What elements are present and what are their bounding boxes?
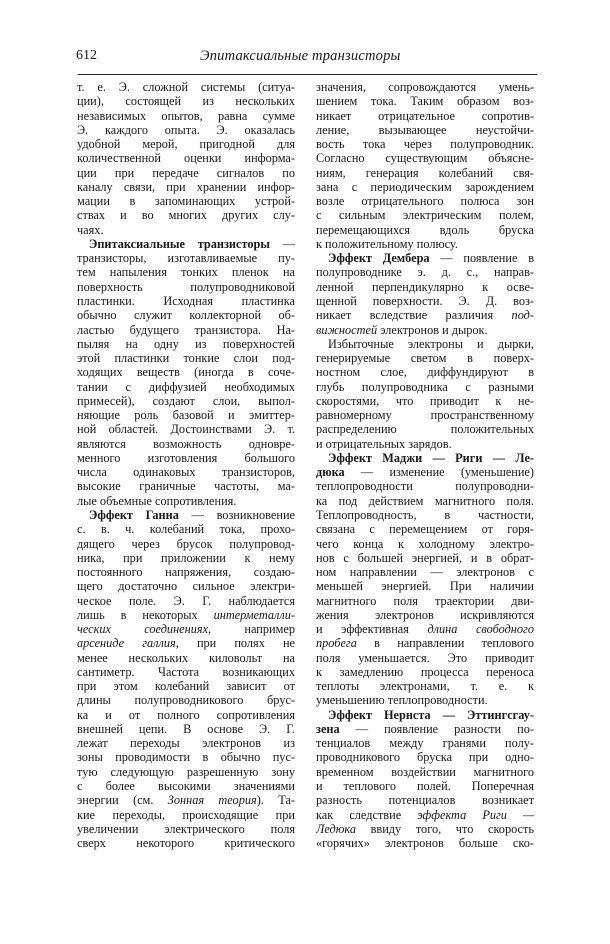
text-segment: Теплопроводность, в частности, [316,507,534,522]
term-heading: Эпитаксиальные транзисторы [89,236,270,251]
text-segment: лые объемные сопротивления. [77,493,237,508]
text-line [316,294,534,308]
text-segment: как следствие [316,807,418,822]
text-line [77,280,295,294]
text-segment: чаях. [77,222,104,237]
text-line [77,579,295,593]
text-line [316,537,534,551]
text-segment: связана с перемещением от горя- [316,522,534,537]
text-line [77,836,295,850]
text-segment: Избыточные электроны и дырки, [328,336,534,351]
text-line [77,765,295,779]
text-segment: ка и от полного сопротивления [77,707,295,722]
text-line [316,494,534,508]
text-segment: длины полупроводникового брус- [77,693,295,708]
text-segment: например [211,622,295,637]
text-segment: поля уменьшается. Это приводит [316,650,534,665]
text-line [77,679,295,693]
text-line [77,651,295,665]
text-segment: — возникновение [178,507,295,522]
text-line [77,351,295,365]
text-segment: количественной оценки информа- [77,151,295,166]
text-line [77,437,295,451]
text-segment: ввиду того, что скорость [355,821,534,836]
text-line [77,808,295,822]
text-segment: генерируемые светом в поверх- [316,351,534,366]
text-segment: высокие граничные частоты, ма- [77,479,295,494]
term-heading: Эффект Ганна [89,507,179,522]
text-segment: ка под действием магнитного поля. [316,493,534,508]
text-segment: щенной поверхности. Э. Д. воз- [316,293,534,308]
text-line [316,793,534,807]
page-number: 612 [76,48,97,63]
text-segment: магнитного поля траектории дви- [316,593,534,608]
text-segment: перемещающихся вдоль бруска [316,222,534,237]
italic-reference: Ледюка [316,821,356,836]
text-line [77,665,295,679]
text-segment: скоростями, что приводит к не- [316,393,534,408]
text-segment: щего достаточно сильное электри- [77,579,295,594]
text-segment: Э. каждого опыта. Э. оказалась [77,122,295,137]
text-line [77,323,295,337]
text-line [316,722,534,736]
text-line [316,123,534,137]
text-segment: к замедлению процесса переноса [316,664,534,679]
text-line [77,123,295,137]
text-line [77,80,295,94]
text-line [316,323,534,337]
text-line [77,608,295,622]
text-line [316,394,534,408]
text-segment: значения, сопровождаются умень- [316,80,534,94]
text-line [316,622,534,636]
text-segment: и теплового полей. Поперечная [316,779,534,794]
text-segment: жения электронов искривляются [316,607,534,622]
text-line [316,265,534,279]
text-segment: ниям, генерация колебаний свя- [316,165,534,180]
text-line [77,208,295,222]
text-line [316,280,534,294]
text-segment: нов с большей энергией, и в обрат- [316,550,534,565]
text-segment: тем напыления тонких пленок на [77,265,295,280]
text-line [77,308,295,322]
term-heading: Эффект Нернста — Эттингсгау- [328,707,534,722]
text-segment: ствах и во многих других слу- [77,208,295,223]
text-line [316,579,534,593]
text-line [316,750,534,764]
text-segment: к положительному полюсу. [316,236,458,251]
text-line [316,380,534,394]
text-segment: тании с диффузией необходимых [77,379,295,394]
text-segment: ной областей. Достоинствами Э. т. [77,422,295,437]
text-segment: уменьшению теплопроводности. [316,693,488,708]
italic-reference: Зонная теория [167,793,257,808]
header-rule [78,74,537,75]
text-line [316,636,534,650]
text-segment: постоянного напряжения, создаю- [77,565,295,580]
text-segment: — появление разности по- [339,721,534,736]
italic-reference: пробега [316,636,357,651]
text-line [316,693,534,707]
text-line [77,422,295,436]
text-segment: при этом колебаний зависит от [77,679,295,694]
text-segment: ческое поле. Э. Г. наблюдается [77,593,295,608]
text-line [316,422,534,436]
text-line [316,679,534,693]
text-line [77,779,295,793]
text-line [316,223,534,237]
text-line [316,736,534,750]
text-segment: энергии (см. [77,793,168,808]
text-line [77,365,295,379]
text-segment: лишь в некоторых [77,607,214,622]
text-line [77,750,295,764]
text-segment: глубь полупроводника с разными [316,379,534,394]
text-line [77,522,295,536]
italic-reference: интерметалли- [213,607,295,622]
text-line [77,508,295,522]
text-segment: при полях не [178,636,295,651]
text-line [316,151,534,165]
text-line [77,294,295,308]
text-segment: проводникового бруска при одно- [316,750,534,765]
text-segment: полупроводнике э. д. с., направ- [316,265,534,280]
text-segment: сантиметр. Частота возникающих [77,664,295,679]
text-segment: сверх некоторого критического [77,836,295,851]
text-segment: ника, при приложении к нему [77,550,295,565]
text-line [316,822,534,836]
text-line [316,651,534,665]
text-line [316,551,534,565]
text-line [77,594,295,608]
text-line [316,180,534,194]
text-line [77,622,295,636]
text-segment: и эффективная [316,622,428,637]
text-line [316,508,534,522]
italic-reference: вижностей [316,322,378,337]
text-line [77,537,295,551]
text-segment: этой пластинки тонкие слои под- [77,351,295,366]
text-segment: распределению положительных [316,422,534,437]
text-line [77,408,295,422]
text-line [77,109,295,123]
text-segment: с более высокими значениями [77,779,295,794]
text-line [316,109,534,123]
text-segment: примесей), создают слои, выпол- [77,393,295,408]
text-segment: вость тока через полупроводник. [316,137,534,152]
text-segment: меньшей энергией. При наличии [316,579,534,594]
text-line [77,451,295,465]
text-segment: — появление в [429,251,534,266]
text-line [316,708,534,722]
text-segment: ление, вызывающее неустойчи- [316,122,534,137]
text-segment: равномерному пространственному [316,408,534,423]
text-segment: ластью будущего транзистора. На- [77,322,295,337]
text-line [77,380,295,394]
left-column [77,80,295,850]
text-segment: тую следующую разрешенную зону [77,764,295,779]
running-title: Эпитаксиальные транзисторы [200,48,401,64]
text-segment: теплоты электронами, т. е. к [316,679,534,694]
text-segment: няющие роль базовой и эмиттер- [77,408,295,423]
text-line [77,194,295,208]
term-heading: зена [316,721,340,736]
text-line [316,665,534,679]
text-segment: кие переходы, происходящие при [77,807,295,822]
text-segment: т. е. Э. сложной системы (ситуа- [77,80,295,94]
text-line [77,180,295,194]
text-segment: поверхность полупроводниковой [77,279,295,294]
text-segment: и отрицательных зарядов. [316,436,452,451]
text-line [316,836,534,850]
text-segment: удобной мерой, пригодной для [77,137,295,152]
text-line [77,693,295,707]
text-segment: чего конца к холодному электро- [316,536,534,551]
text-segment: с. в. ч. колебаний тока, прохо- [77,522,295,537]
text-segment: разность потенциалов возникает [316,793,534,808]
text-line [77,337,295,351]
text-segment: менного изготовления большого [77,450,295,465]
text-line [77,237,295,251]
text-segment: никает отрицательное сопротив- [316,108,534,123]
text-line [316,208,534,222]
text-line [77,137,295,151]
text-segment: — [269,236,295,251]
text-line [316,166,534,180]
text-line [316,137,534,151]
text-segment: ходящих веществ (иногда в соче- [77,365,295,380]
text-segment: зана с периодическим зарождением [316,179,534,194]
right-column [316,80,534,850]
text-segment: электронов и дырок. [377,322,488,337]
text-line [77,94,295,108]
text-segment: ленной перпендикулярно к осве- [316,279,534,294]
text-line [77,166,295,180]
text-line [77,822,295,836]
text-segment: каналу связи, при хранении инфор- [77,179,295,194]
text-line [77,551,295,565]
text-line [77,223,295,237]
text-segment: числа одинаковых транзисторов, [77,465,295,480]
text-segment: теплопроводности полупроводни- [316,479,534,494]
text-segment: внешней цепи. В основе Э. Г. [77,721,295,736]
text-segment: мации в запоминающих устрой- [77,194,295,209]
text-segment: «горячих» электронов больше ско- [316,836,534,851]
text-line [316,465,534,479]
italic-reference: длина свободного [427,622,534,637]
text-line [77,736,295,750]
italic-reference: ческих соединениях, [77,622,212,637]
text-line [316,779,534,793]
text-line [316,251,534,265]
text-line [77,565,295,579]
text-line [77,465,295,479]
text-segment: лежат переходы электронов из [77,736,295,751]
text-segment: зоны проводимости в обычно пус- [77,750,295,765]
text-line [316,565,534,579]
term-heading: Эффект Дембера [328,251,430,266]
text-segment: шением тока. Таким образом воз- [316,94,534,109]
text-line [316,337,534,351]
text-segment: пыляя на одну из поверхностей [77,336,295,351]
text-line [316,522,534,536]
text-segment: временном воздействии магнитного [316,764,534,779]
text-line [77,636,295,650]
text-segment: ). Та- [256,793,295,808]
text-segment: возле отрицательного полюса зон [316,194,534,209]
text-line [316,194,534,208]
text-segment: ном направлении — электронов с [316,565,534,580]
text-segment: увеличении электрического поля [77,821,295,836]
text-segment: ции), состоящей из нескольких [77,94,295,109]
text-segment: в направлении теплового [356,636,534,651]
text-line [316,437,534,451]
text-segment: обычно служит коллекторной об- [77,308,295,323]
text-segment: — изменение (уменьшение) [344,465,534,480]
text-segment: никает вследствие различия [316,308,512,323]
text-line [316,351,534,365]
text-line [77,394,295,408]
italic-reference: эффекта Риги — [417,807,534,822]
text-line [77,722,295,736]
text-line [316,479,534,493]
text-line [77,265,295,279]
text-segment: пластинки. Исходная пластинка [77,293,295,308]
text-segment: транзисторы, изготавливаемые пу- [77,251,295,266]
text-line [316,765,534,779]
text-segment: тенциалов между гранями полу- [316,736,534,751]
text-segment: дящего через брусок полупровод- [77,536,295,551]
text-line [77,793,295,807]
text-line [316,451,534,465]
text-line [316,365,534,379]
text-segment: ции при передаче сигналов по [77,165,295,180]
text-segment: Согласно существующим объясне- [316,151,534,166]
italic-reference: арсениде галлия, [77,636,179,651]
text-line [77,479,295,493]
italic-reference: под- [511,308,534,323]
text-line [316,80,534,94]
text-line [77,151,295,165]
text-line [77,494,295,508]
text-segment: ностном слое, диффундируют в [316,365,534,380]
text-segment: менее нескольких киловольт на [77,650,295,665]
text-segment: являются возможность одновре- [77,436,295,451]
text-line [316,808,534,822]
text-line [77,251,295,265]
text-line [316,237,534,251]
text-line [316,408,534,422]
text-line [316,594,534,608]
text-line [316,308,534,322]
text-line [316,94,534,108]
text-segment: независимых опытов, равна сумме [77,108,295,123]
term-heading: Эффект Маджи — Риги — Ле- [328,450,534,465]
text-line [77,708,295,722]
term-heading: дюка [316,465,345,480]
text-line [316,608,534,622]
text-segment: с сильным электрическим полем, [316,208,534,223]
